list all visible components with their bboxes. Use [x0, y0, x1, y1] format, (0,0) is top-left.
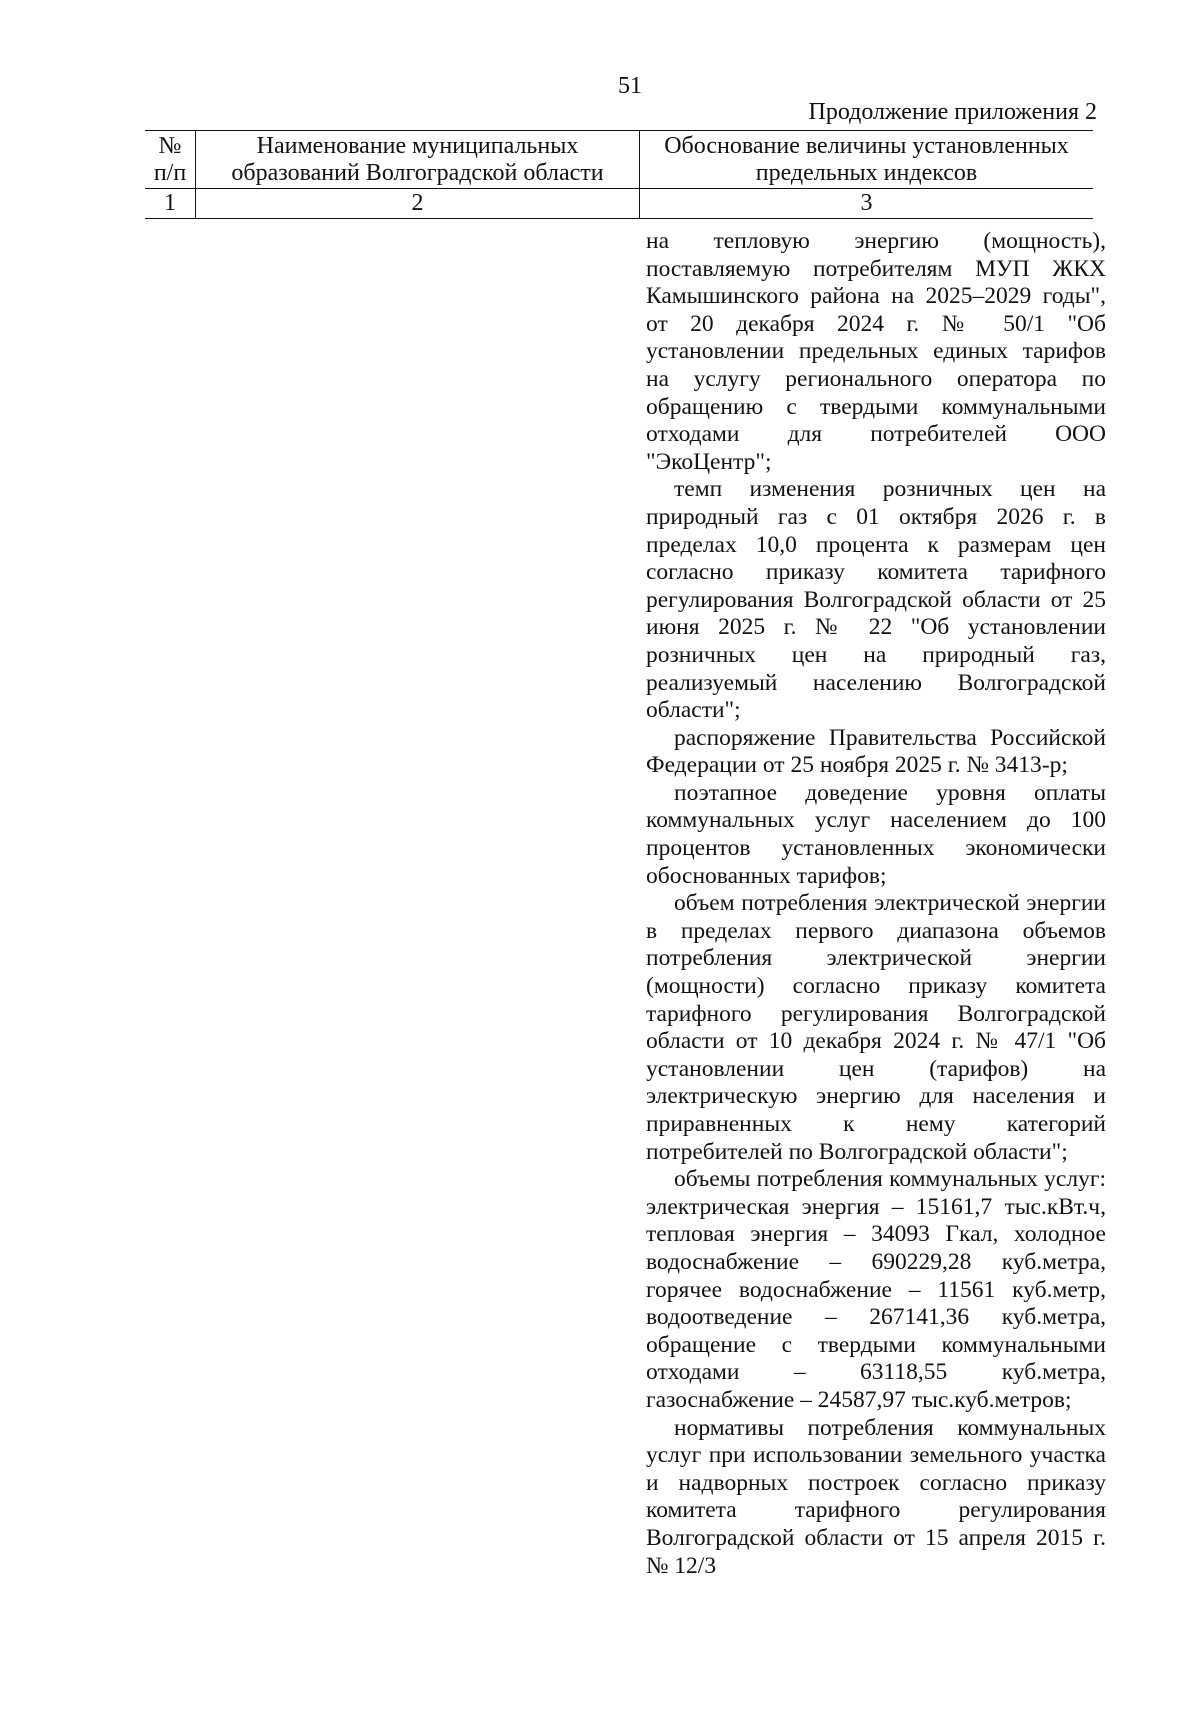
- header-number-line: п/п: [153, 160, 187, 186]
- continuation-label: Продолжение приложения 2: [808, 99, 1097, 125]
- page-number: 51: [618, 73, 642, 99]
- header-justification-line: предельных индексов: [755, 160, 978, 186]
- body-paragraph: темп изменения розничных цен на природный газ с 01 октября 2026 г. в пределах 10,0 процента к размерам цен согласно приказу комитета тарифного регулирования Волгоградской области от 25 июня 2025 г. № 22 "Об установлении розничных цен на природный газ, реализуемый населению Волгоградской области";: [646, 476, 1106, 724]
- header-municipality: [195, 131, 640, 188]
- table-header-row: [145, 130, 1093, 189]
- column-number-3: 3: [860, 190, 873, 216]
- table-column-number-row: [145, 189, 1093, 219]
- body-paragraph: распоряжение Правительства Российской Федерации от 25 ноября 2025 г. № 3413-р;: [646, 724, 1106, 779]
- body-paragraph: объемы потребления коммунальных услуг: электрическая энергия – 15161,7 тыс.кВт.ч, тепловая энергия – 34093 Гкал, холодное водоснабжение – 690229,28 куб.метра, горячее водоснабжение – 11561 куб.метр, водоотведение – 267141,36 куб.метра, обращение с твердыми коммунальными отходами – 63118,55 куб.метра, газоснабжение – 24587,97 тыс.куб.метров;: [646, 1166, 1106, 1413]
- header-number-line: №: [158, 133, 182, 159]
- column-number-2: 2: [195, 189, 640, 218]
- body-paragraph: нормативы потребления коммунальных услуг при использовании земельного участка и надворных построек согласно приказу комитета тарифного регулирования Волгоградской области от 15 апреля 2015 г. № 12/3: [646, 1414, 1106, 1579]
- header-number: [145, 131, 195, 188]
- body-paragraph: поэтапное доведение уровня оплаты коммунальных услуг населением до 100 процентов установленных экономически обоснованных тарифов;: [646, 779, 1106, 889]
- header-municipality-line: Наименование муниципальных: [256, 133, 579, 159]
- appendix-table: [145, 130, 1093, 219]
- column-number-1: 1: [164, 190, 176, 216]
- body-paragraph: на тепловую энергию (мощность), поставляемую потребителям МУП ЖКХ Камышинского района на 2025–2029 годы", от 20 декабря 2024 г. № 50/1 "Об установлении предельных единых тарифов на услугу регионального оператора по обращению с твердыми коммунальными отходами для потребителей ООО "ЭкоЦентр";: [646, 228, 1106, 475]
- header-justification-line: Обоснование величины установленных: [664, 133, 1069, 159]
- header-municipality-line: образований Волгоградской области: [231, 160, 604, 186]
- justification-text: [646, 228, 1106, 1580]
- header-justification: [640, 131, 1093, 188]
- body-paragraph: объем потребления электрической энергии в пределах первого диапазона объемов потребления электрической энергии (мощности) согласно приказу комитета тарифного регулирования Волгоградской области от 10 декабря 2024 г. № 47/1 "Об установлении цен (тарифов) на электрическую энергию для населения и приравненных к нему категорий потребителей по Волгоградской области";: [646, 890, 1106, 1165]
